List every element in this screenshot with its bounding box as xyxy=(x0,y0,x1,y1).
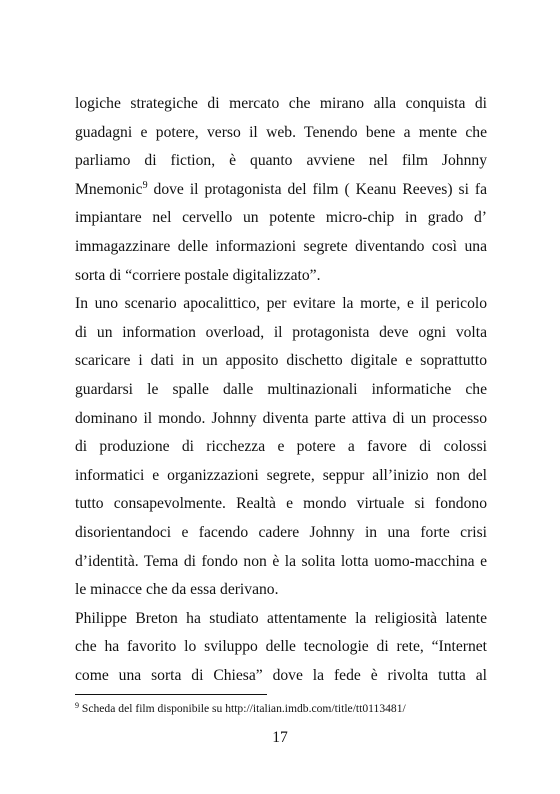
text-line: come una sorta di Chiesa” dove la fede è rivolta tutta al xyxy=(75,666,487,684)
text-line: parliamo di fiction, è quanto avviene nel film Johnny xyxy=(75,152,487,170)
text-line: In uno scenario apocalittico, per evitare la morte, e il pericolo xyxy=(75,295,487,313)
paragraph-2 xyxy=(75,290,487,605)
text-line: logiche strategiche di mercato che mirano alla conquista di xyxy=(75,95,487,112)
text-line: che ha favorito lo sviluppo delle tecnologie di rete, “Internet xyxy=(75,638,487,656)
body-text xyxy=(75,90,487,690)
footnote-text: Scheda del film disponibile su http://italian.imdb.com/title/tt0113481/ xyxy=(79,702,406,715)
text-line: Philippe Breton ha studiato attentamente la religiosità latente xyxy=(75,609,487,627)
text-line: d’identità. Tema di fondo non è la solita lotta uomo-macchina e xyxy=(75,552,487,570)
text-line: guardarsi le spalle dalle multinazionali informatiche che xyxy=(75,380,487,398)
paragraph-1 xyxy=(75,90,487,290)
footnote-marker: 9 xyxy=(75,701,79,710)
text-line xyxy=(75,176,487,205)
text-line: guadagni e potere, verso il web. Tenendo bene a mente che xyxy=(75,123,487,141)
text-line: di un information overload, il protagonista deve ogni volta xyxy=(75,323,487,341)
text-line: tutto consapevolmente. Realtà e mondo virtuale si fondono xyxy=(75,495,487,513)
text-fragment: dove il protagonista del film ( Keanu Reeves) si fa xyxy=(147,180,487,198)
footnote xyxy=(75,702,406,716)
text-line: le minacce che da essa derivano. xyxy=(75,581,279,599)
footnote-divider xyxy=(75,694,267,695)
text-line: di produzione di ricchezza e potere a favore di colossi xyxy=(75,438,487,456)
text-line: dominano il mondo. Johnny diventa parte attiva di un processo xyxy=(75,409,487,427)
footnote-reference[interactable]: 9 xyxy=(142,179,148,191)
text-line: disorientandoci e facendo cadere Johnny in una forte crisi xyxy=(75,523,487,541)
text-line: impiantare nel cervello un potente micro-chip in grado d’ xyxy=(75,209,487,227)
paragraph-3 xyxy=(75,605,487,691)
text-line: sorta di “corriere postale digitalizzato”. xyxy=(75,266,321,284)
text-line: informatici e organizzazioni segrete, seppur all’inizio non del xyxy=(75,466,487,484)
text-line: scaricare i dati in un apposito dischetto digitale e soprattutto xyxy=(75,352,487,370)
text-line: immagazzinare delle informazioni segrete diventando così una xyxy=(75,237,487,255)
page-number: 17 xyxy=(272,729,288,746)
text-fragment: Mnemonic xyxy=(75,180,143,198)
